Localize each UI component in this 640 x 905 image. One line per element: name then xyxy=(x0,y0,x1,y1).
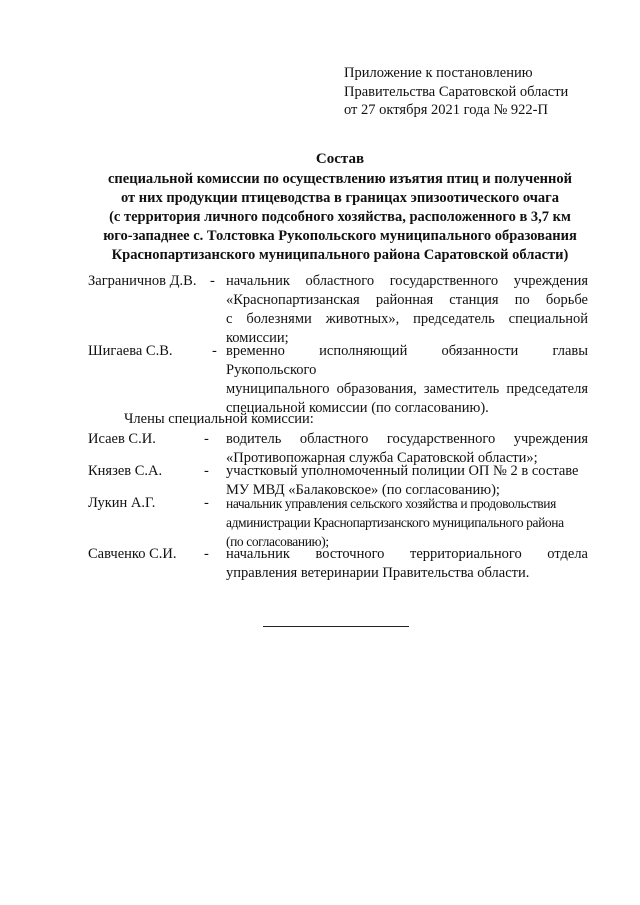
title-line: Краснопартизанского муниципального района Саратовской области) xyxy=(111,247,569,263)
dash: - xyxy=(204,431,209,447)
title-line: специальной комиссии по осуществлению изъятия птиц и полученной xyxy=(108,171,572,187)
member-role: начальник восточного территориального отдела управления ветеринарии Правительства области. xyxy=(226,546,588,581)
dash: - xyxy=(212,343,217,359)
member-role: начальник управления сельского хозяйства и продовольствия администрации Краснопартизанского муниципального района (по согласованию); xyxy=(226,496,564,549)
member-name: Лукин А.Г. xyxy=(88,495,156,511)
appendix-line: Правительства Саратовской области xyxy=(344,83,569,100)
title-main: Состав xyxy=(315,151,365,167)
dash: - xyxy=(204,463,209,479)
member-name: Шигаева С.В. xyxy=(88,343,173,359)
member-role: начальник областного государственного учреждения «Краснопартизанская районная станция по борьбе с болезнями животных», председатель специальной комиссии; xyxy=(226,273,588,346)
closing-separator-line xyxy=(263,626,409,627)
member-role: участковый уполномоченный полиции ОП № 2 в составе МУ МВД «Балаковское» (по согласованию); xyxy=(226,463,579,498)
member-name: Исаев С.И. xyxy=(88,431,156,447)
appendix-line: Приложение к постановлению xyxy=(344,65,533,81)
title-line: от них продукции птицеводства в границах эпизоотического очага xyxy=(121,190,559,206)
member-name: Заграничнов Д.В. xyxy=(88,273,197,289)
document-title xyxy=(40,150,640,265)
member-role: водитель областного государственного учреждения «Противопожарная служба Саратовской области»; xyxy=(226,431,588,466)
title-line: (с территория личного подсобного хозяйства, расположенного в 3,7 км xyxy=(109,209,571,225)
dash: - xyxy=(210,273,215,289)
appendix-line: от 27 октября 2021 года № 922-П xyxy=(344,102,548,118)
member-role: временно исполняющий обязанности главы Рукопольского муниципального образования, заместитель председателя специальной комиссии (по согласованию). xyxy=(226,343,588,416)
member-name: Савченко С.И. xyxy=(88,546,177,562)
member-name: Князев С.А. xyxy=(88,463,163,479)
dash: - xyxy=(204,546,209,562)
title-line: юго-западнее с. Толстовка Рукопольского муниципального образования xyxy=(103,228,577,244)
members-label: Члены специальной комиссии: xyxy=(124,411,314,427)
dash: - xyxy=(204,495,209,511)
appendix-note xyxy=(344,64,568,120)
